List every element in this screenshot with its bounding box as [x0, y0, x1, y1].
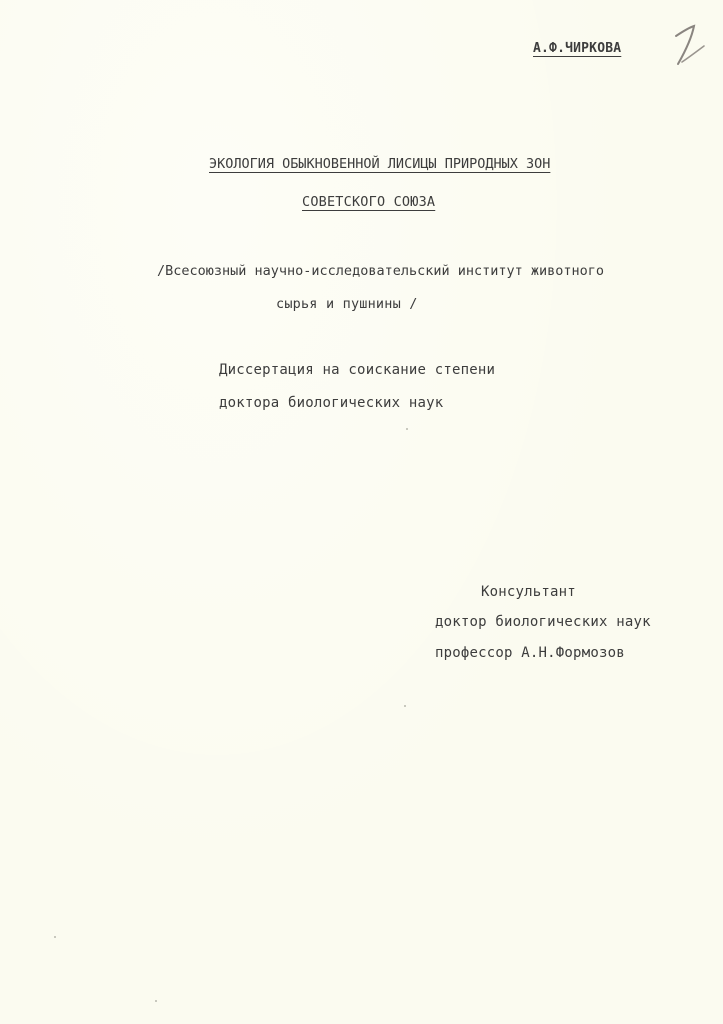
paper-speck	[406, 428, 408, 430]
consultant-name: профессор А.Н.Формозов	[435, 645, 625, 661]
dissertation-line-1: Диссертация на соискание степени	[219, 362, 496, 378]
title-line-2: СОВЕТСКОГО СОЮЗА	[302, 194, 436, 210]
institute-line-1: /Всесоюзный научно-исследовательский институт животного	[157, 263, 605, 279]
paper-speck	[155, 1000, 157, 1002]
paper-speck	[54, 936, 56, 938]
institute-line-2: сырья и пушнины /	[276, 296, 418, 312]
consultant-label: Консультант	[481, 584, 576, 600]
author-name: А.Ф.ЧИРКОВА	[533, 41, 622, 56]
handwritten-page-number	[670, 22, 710, 70]
paper-speck	[404, 705, 406, 707]
dissertation-line-2: доктора биологических наук	[219, 395, 444, 411]
title-line-1: ЭКОЛОГИЯ ОБЫКНОВЕННОЙ ЛИСИЦЫ ПРИРОДНЫХ ЗОН	[209, 156, 551, 172]
consultant-degree: доктор биологических наук	[435, 614, 651, 630]
